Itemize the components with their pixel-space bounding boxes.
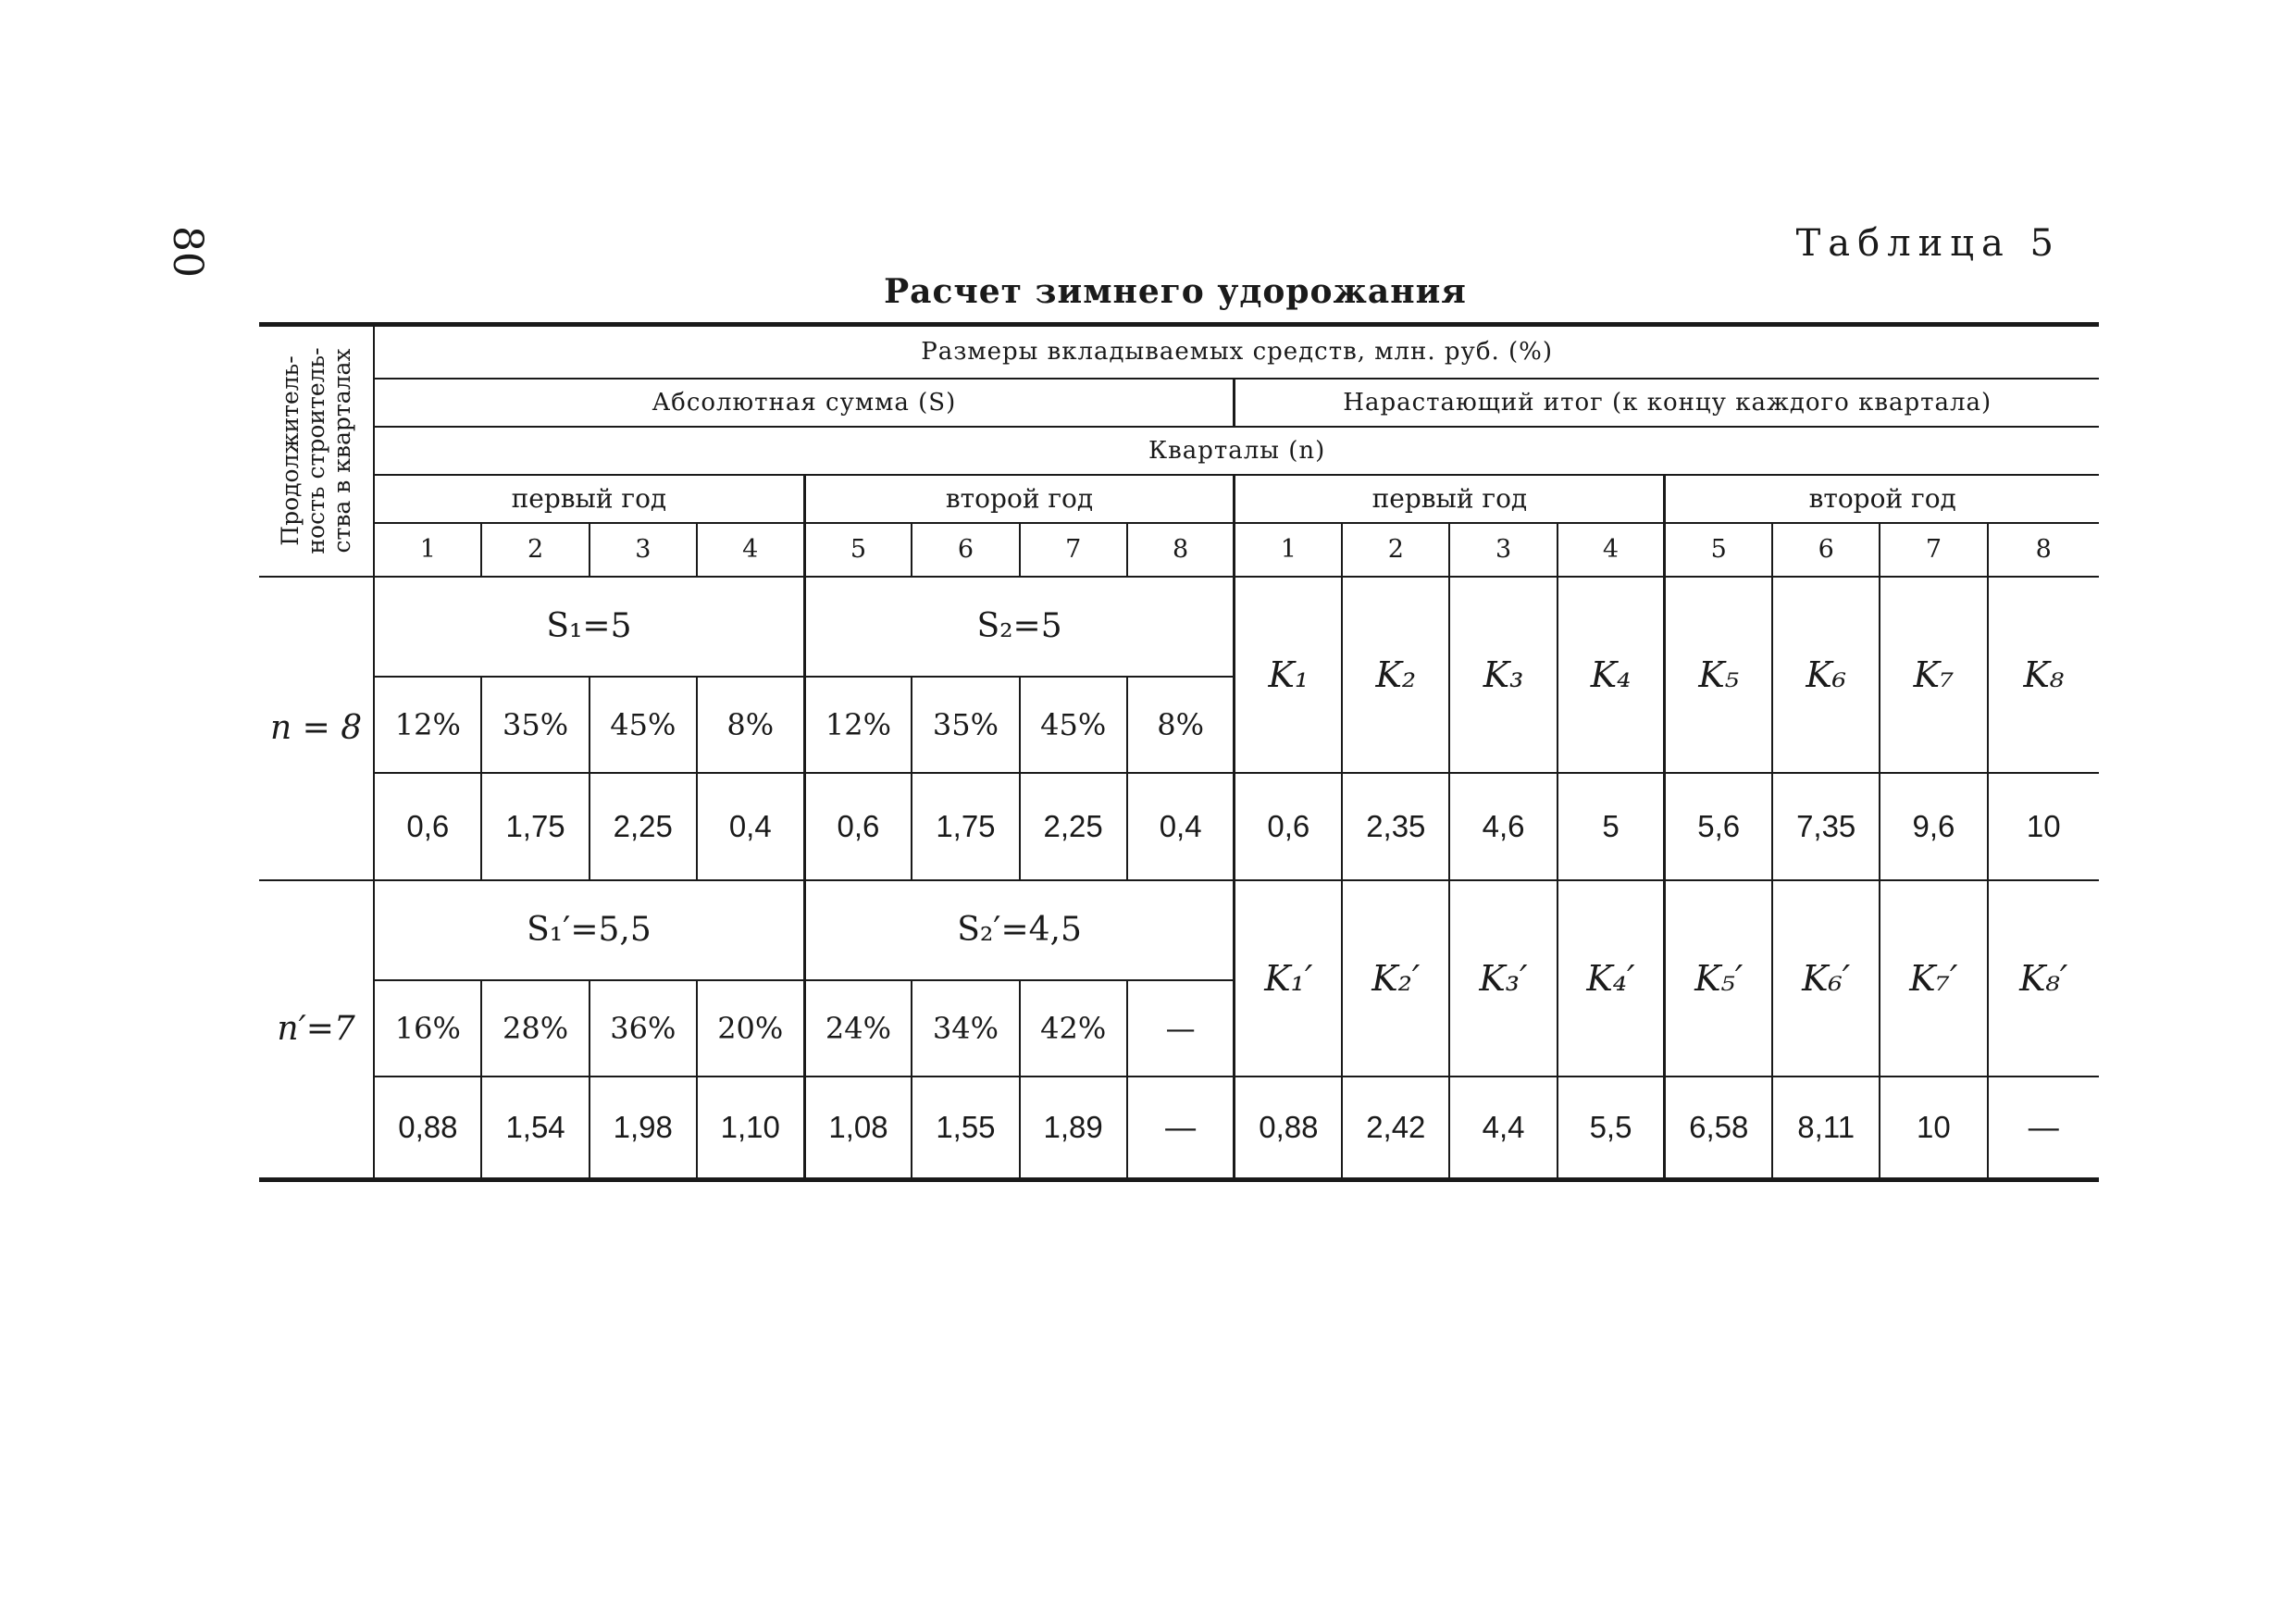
abs-quarter-2: 2 bbox=[481, 523, 589, 577]
block1-pct-1: 12% bbox=[374, 677, 481, 773]
table-label: Таблица 5 bbox=[1795, 222, 2061, 265]
abs-quarter-6: 6 bbox=[912, 523, 1019, 577]
block1-cum-5: 5,6 bbox=[1665, 773, 1772, 880]
block2-value-1: 0,88 bbox=[374, 1077, 481, 1180]
block1-k4: K₄ bbox=[1558, 577, 1665, 773]
winter-cost-table bbox=[259, 322, 2099, 1182]
block1-value-8: 0,4 bbox=[1127, 773, 1235, 880]
absolute-sum-header: Абсолютная сумма (S) bbox=[374, 379, 1235, 427]
block2-value-7: 1,89 bbox=[1020, 1077, 1127, 1180]
block1-cum-6: 7,35 bbox=[1772, 773, 1880, 880]
block1-k6: K₆ bbox=[1772, 577, 1880, 773]
block2-k4: K₄′ bbox=[1558, 880, 1665, 1077]
quarters-header: Кварталы (n) bbox=[374, 427, 2099, 475]
block1-pct-4: 8% bbox=[697, 677, 804, 773]
block1-value-3: 2,25 bbox=[590, 773, 697, 880]
block2-cum-8: — bbox=[1988, 1077, 2099, 1180]
abs-quarter-1: 1 bbox=[374, 523, 481, 577]
block2-value-8: — bbox=[1127, 1077, 1235, 1180]
block2-pct-5: 24% bbox=[804, 980, 912, 1077]
block2-pct-4: 20% bbox=[697, 980, 804, 1077]
block2-k3: K₃′ bbox=[1449, 880, 1557, 1077]
block1-k7: K₇ bbox=[1880, 577, 1987, 773]
block1-duration-label: n = 8 bbox=[259, 577, 374, 880]
block2-cum-6: 8,11 bbox=[1772, 1077, 1880, 1180]
block2-k6: K₆′ bbox=[1772, 880, 1880, 1077]
block1-value-7: 2,25 bbox=[1020, 773, 1127, 880]
block2-duration-label: n′=7 bbox=[259, 880, 374, 1180]
block1-pct-7: 45% bbox=[1020, 677, 1127, 773]
cum-second-year-header: второй год bbox=[1665, 475, 2099, 523]
block1-cum-8: 10 bbox=[1988, 773, 2099, 880]
abs-quarter-4: 4 bbox=[697, 523, 804, 577]
block1-cum-2: 2,35 bbox=[1342, 773, 1449, 880]
block1-cum-1: 0,6 bbox=[1235, 773, 1342, 880]
cum-quarter-2: 2 bbox=[1342, 523, 1449, 577]
duration-header-text bbox=[278, 348, 355, 554]
duration-header-line-3: ства в кварталах bbox=[328, 348, 355, 554]
abs-second-year-header: второй год bbox=[804, 475, 1235, 523]
block1-value-6: 1,75 bbox=[912, 773, 1019, 880]
block1-pct-8: 8% bbox=[1127, 677, 1235, 773]
cum-quarter-3: 3 bbox=[1449, 523, 1557, 577]
block1-pct-6: 35% bbox=[912, 677, 1019, 773]
block2-value-5: 1,08 bbox=[804, 1077, 912, 1180]
block2-value-3: 1,98 bbox=[590, 1077, 697, 1180]
block1-value-1: 0,6 bbox=[374, 773, 481, 880]
abs-quarter-3: 3 bbox=[590, 523, 697, 577]
block1-k2: K₂ bbox=[1342, 577, 1449, 773]
duration-header-line-1: Продолжитель- bbox=[276, 355, 304, 546]
abs-quarter-7: 7 bbox=[1020, 523, 1127, 577]
table-title: Расчет зимнего удорожания bbox=[884, 272, 1467, 311]
block1-value-4: 0,4 bbox=[697, 773, 804, 880]
block1-pct-5: 12% bbox=[804, 677, 912, 773]
block2-cum-2: 2,42 bbox=[1342, 1077, 1449, 1180]
block2-pct-8: — bbox=[1127, 980, 1235, 1077]
block1-pct-2: 35% bbox=[481, 677, 589, 773]
block2-s2: S₂′=4,5 bbox=[804, 880, 1235, 980]
cum-quarter-6: 6 bbox=[1772, 523, 1880, 577]
block2-pct-7: 42% bbox=[1020, 980, 1127, 1077]
abs-first-year-header: первый год bbox=[374, 475, 804, 523]
block2-pct-1: 16% bbox=[374, 980, 481, 1077]
abs-quarter-5: 5 bbox=[804, 523, 912, 577]
block2-value-4: 1,10 bbox=[697, 1077, 804, 1180]
block2-cum-4: 5,5 bbox=[1558, 1077, 1665, 1180]
block1-s2: S₂=5 bbox=[804, 577, 1235, 677]
block1-pct-3: 45% bbox=[590, 677, 697, 773]
cum-quarter-1: 1 bbox=[1235, 523, 1342, 577]
duration-header bbox=[259, 325, 374, 577]
block1-s1: S₁=5 bbox=[374, 577, 804, 677]
cum-quarter-8: 8 bbox=[1988, 523, 2099, 577]
block2-value-6: 1,55 bbox=[912, 1077, 1019, 1180]
cum-quarter-4: 4 bbox=[1558, 523, 1665, 577]
cumulative-header: Нарастающий итог (к концу каждого квартала) bbox=[1235, 379, 2099, 427]
block2-k2: K₂′ bbox=[1342, 880, 1449, 1077]
page-number: 80 bbox=[164, 226, 211, 278]
block1-k5: K₅ bbox=[1665, 577, 1772, 773]
block1-k3: K₃ bbox=[1449, 577, 1557, 773]
cum-quarter-5: 5 bbox=[1665, 523, 1772, 577]
abs-quarter-8: 8 bbox=[1127, 523, 1235, 577]
block2-cum-5: 6,58 bbox=[1665, 1077, 1772, 1180]
block2-k5: K₅′ bbox=[1665, 880, 1772, 1077]
block2-cum-3: 4,4 bbox=[1449, 1077, 1557, 1180]
block1-k8: K₈ bbox=[1988, 577, 2099, 773]
block2-pct-6: 34% bbox=[912, 980, 1019, 1077]
block2-k8: K₈′ bbox=[1988, 880, 2099, 1077]
block2-s1: S₁′=5,5 bbox=[374, 880, 804, 980]
duration-header-line-2: ность строитель- bbox=[302, 347, 329, 554]
block2-value-2: 1,54 bbox=[481, 1077, 589, 1180]
block1-cum-3: 4,6 bbox=[1449, 773, 1557, 880]
block1-value-5: 0,6 bbox=[804, 773, 912, 880]
cum-quarter-7: 7 bbox=[1880, 523, 1987, 577]
block2-pct-3: 36% bbox=[590, 980, 697, 1077]
block2-k1: K₁′ bbox=[1235, 880, 1342, 1077]
block1-k1: K₁ bbox=[1235, 577, 1342, 773]
investment-header: Размеры вкладываемых средств, млн. руб. (%) bbox=[374, 325, 2099, 379]
block2-pct-2: 28% bbox=[481, 980, 589, 1077]
block1-cum-4: 5 bbox=[1558, 773, 1665, 880]
block2-k7: K₇′ bbox=[1880, 880, 1987, 1077]
block1-value-2: 1,75 bbox=[481, 773, 589, 880]
cum-first-year-header: первый год bbox=[1235, 475, 1665, 523]
block2-cum-7: 10 bbox=[1880, 1077, 1987, 1180]
block2-cum-1: 0,88 bbox=[1235, 1077, 1342, 1180]
block1-cum-7: 9,6 bbox=[1880, 773, 1987, 880]
